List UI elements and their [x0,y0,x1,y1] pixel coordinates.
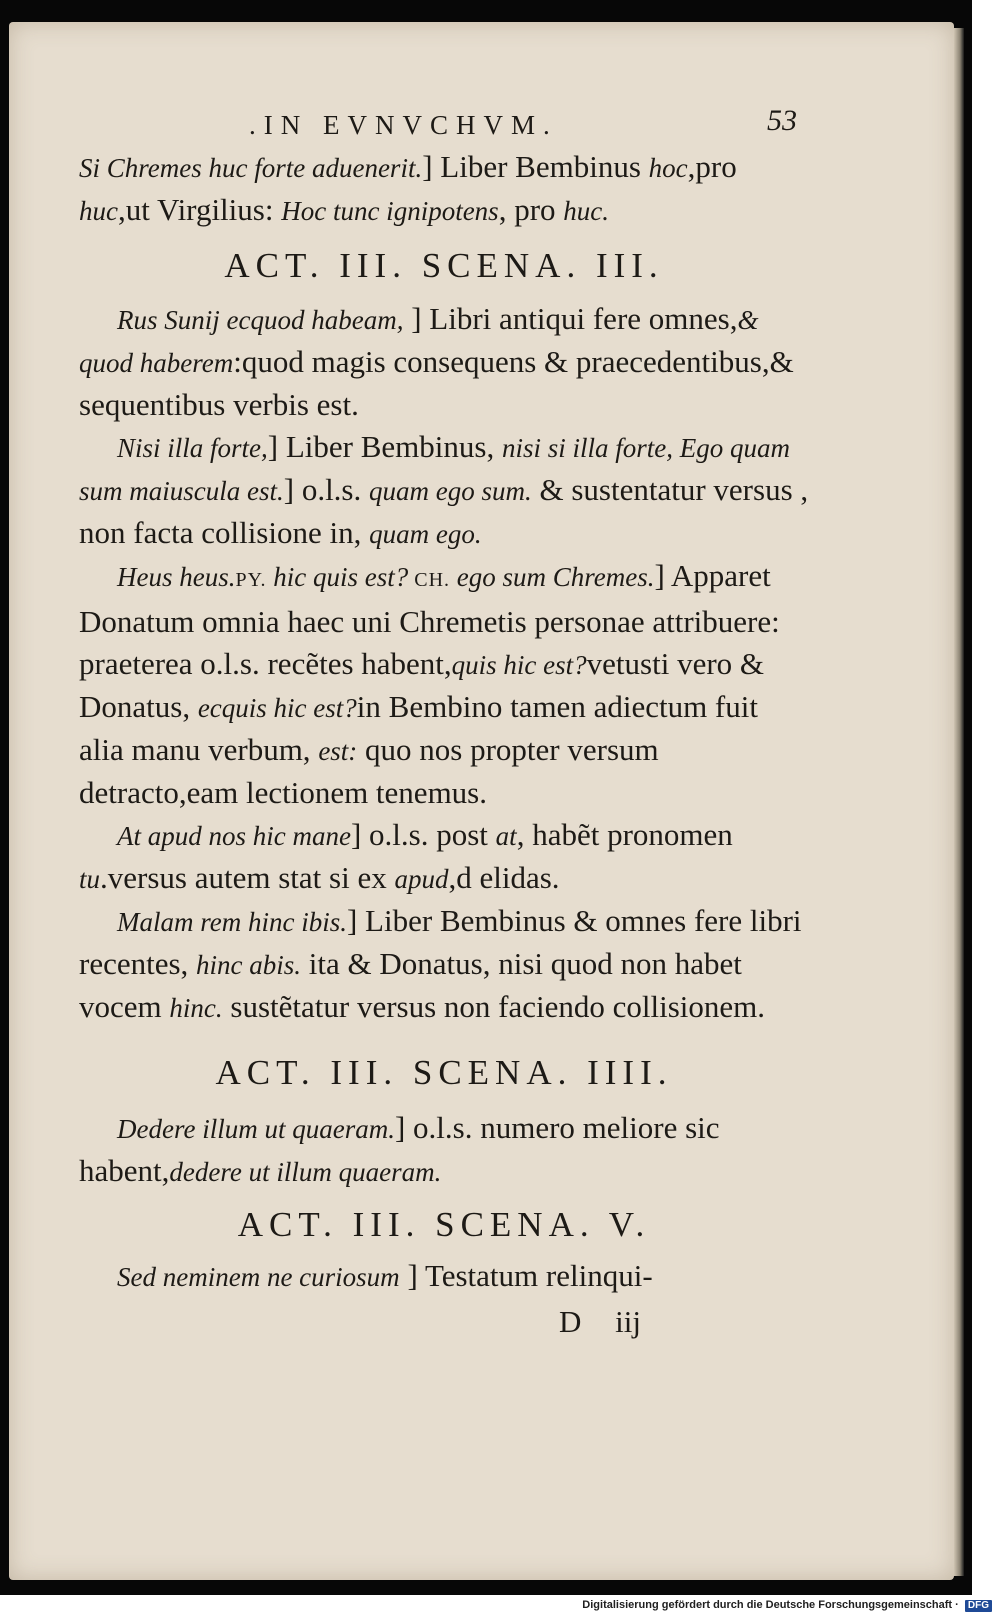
speaker-abbrev: CH. [408,569,451,591]
book-page [9,22,954,1580]
commentary-text: quo nos propter versum detracto,eam lectionem tenemus. [79,732,659,810]
commentary-paragraph [79,1107,809,1193]
page-edge-shadow [954,28,964,1576]
commentary-text: ,pro [687,149,737,184]
commentary-text: :quod magis consequens & praecedentibus,& sequentibus verbis est. [79,344,794,422]
lemma-italic: Si Chremes huc forte aduenerit. [79,153,423,183]
digitization-credit: Digitalisierung gefördert durch die Deutsche Forschungsgemeinschaft · DFG [582,1599,992,1612]
commentary-text: , pro [498,192,564,227]
commentary-text: in Bembino tamen adiectum fuit alia manu verbum, [79,689,758,767]
commentary-paragraph [79,1255,809,1298]
signature-mark: D [559,1304,582,1339]
lemma-italic: huc [79,196,118,226]
lemma-italic: hic quis est? [266,562,409,592]
commentary-text: , habẽt pronomen [516,817,733,852]
lemma-italic: at [495,821,517,851]
commentary-text: ,d elidas. [448,860,560,895]
lemma-italic: Heus heus. [117,562,236,592]
lemma-italic: nisi si illa forte, Ego quam sum maiuscula est. [79,433,790,506]
commentary-text: vetusti vero & Donatus, [79,646,765,724]
commentary-text: ] Testatum relinqui- [399,1258,653,1293]
commentary-text: ] o.l.s. post [350,817,496,852]
running-head-title: .IN EVNVCHVM. [249,110,558,140]
body-text [79,146,809,1298]
lemma-italic: tu [79,864,101,894]
lemma-italic: Rus Sunij ecquod habeam, [117,305,404,335]
commentary-text: ] o.l.s. [283,472,369,507]
signature-line [79,1302,809,1342]
lemma-italic: dedere ut illum quaeram. [169,1157,442,1187]
lemma-italic: huc. [563,196,609,226]
credit-text: Digitalisierung gefördert durch die Deutsche Forschungsgemeinschaft [582,1599,953,1611]
commentary-text: ita & Donatus, nisi quod non habet vocem [79,946,742,1024]
lemma-italic: At apud nos hic mane [117,821,351,851]
commentary-text: ] Liber Bembinus [422,149,649,184]
commentary-text: & sustentatur versus , non facta collisione in, [79,472,809,550]
commentary-text: ] Liber Bembinus & omnes fere libri recentes, [79,903,802,981]
lemma-italic: quis hic est? [451,650,587,680]
text-block [79,94,809,1342]
lemma-italic: hinc abis. [196,950,302,980]
lemma-italic: Hoc tunc ignipotens [281,196,499,226]
dfg-logo: DFG [965,1600,992,1612]
scene-heading: ACT. III. SCENA. IIII. [215,1053,673,1092]
lemma-italic: Sed neminem ne curiosum [117,1262,400,1292]
commentary-paragraph [79,426,809,555]
lemma-italic: quam ego. [369,519,482,549]
commentary-paragraph [79,900,809,1029]
commentary-text: ] Liber Bembinus, [267,429,502,464]
commentary-paragraph [79,146,809,232]
signature-leaf: iij [615,1304,641,1339]
page-number: 53 [767,104,797,137]
lemma-italic: est: [318,736,358,766]
lemma-italic: Malam rem hinc ibis. [117,907,347,937]
lemma-italic: quam ego sum. [369,476,532,506]
commentary-text: ,ut Virgilius: [117,192,282,227]
commentary-text: ] Apparet Donatum omnia haec uni Chremetis personae attribuere: praeterea o.l.s. recẽtes habent, [79,558,780,681]
lemma-italic: hinc. [169,993,223,1023]
commentary-paragraph [79,814,809,900]
scene-heading: ACT. III. SCENA. V. [237,1205,651,1244]
commentary-text: .versus autem stat si ex [100,860,395,895]
lemma-italic: Nisi illa forte, [117,433,268,463]
commentary-paragraph [79,555,809,814]
commentary-text: ] o.l.s. numero meliore sic habent, [79,1110,720,1188]
commentary-text: ] Libri antiqui fere omnes, [403,301,738,336]
commentary-text: sustẽtatur versus non faciendo collisionem. [222,989,766,1024]
speaker-abbrev: PY. [235,569,267,591]
lemma-italic: apud [394,864,449,894]
scene-heading: ACT. III. SCENA. III. [224,246,664,285]
lemma-italic: hoc [648,153,688,183]
lemma-italic: ecquis hic est? [197,693,357,723]
lemma-italic: & quod haberem [79,305,759,378]
running-head [79,94,809,146]
lemma-italic: Dedere illum ut quaeram. [117,1114,395,1144]
lemma-italic: ego sum Chremes. [450,562,655,592]
commentary-paragraph [79,298,809,426]
